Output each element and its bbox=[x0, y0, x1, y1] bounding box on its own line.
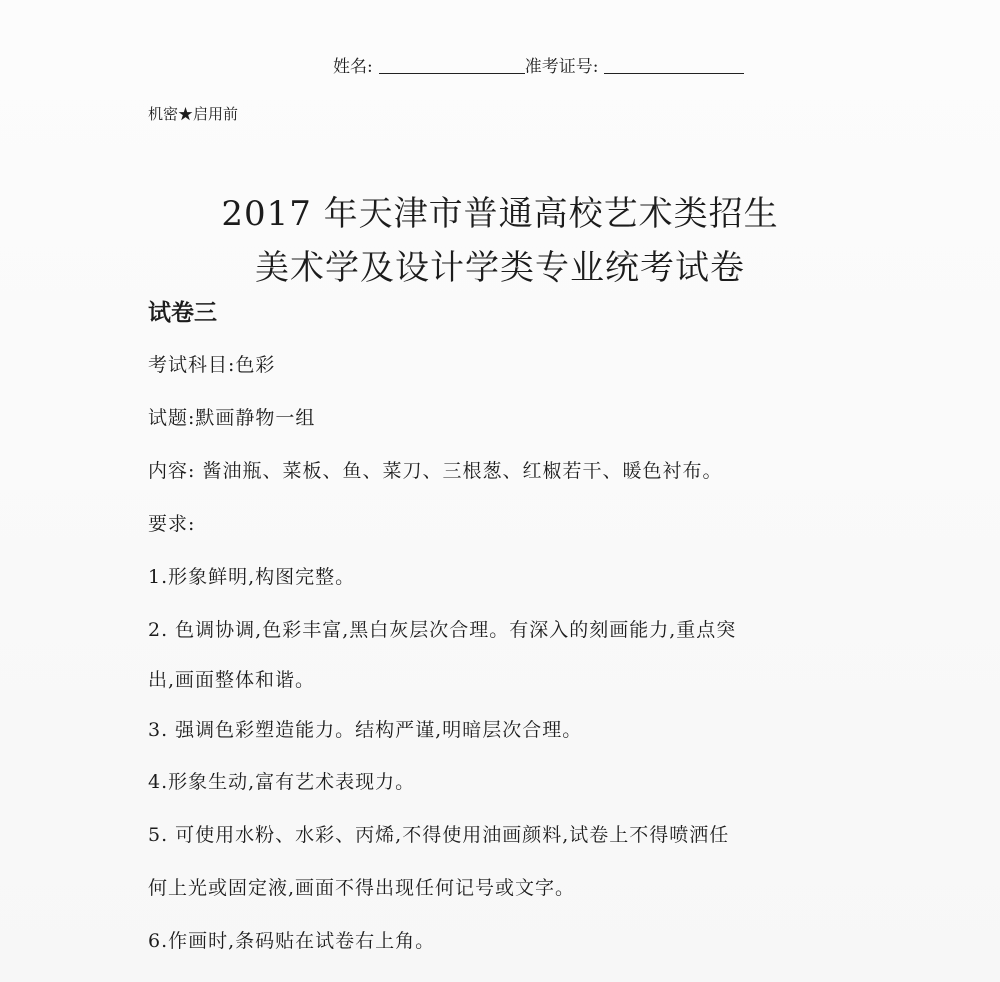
name-blank-line bbox=[379, 73, 525, 74]
requirement-2-line-2: 出,画面整体和谐。 bbox=[148, 669, 316, 691]
candidate-info-line bbox=[333, 52, 744, 77]
requirements-label: 要求: bbox=[148, 513, 196, 535]
exam-content: 内容: 酱油瓶、菜板、鱼、菜刀、三根葱、红椒若干、暖色衬布。 bbox=[148, 460, 723, 482]
confidential-mark: 机密★启用前 bbox=[148, 105, 239, 123]
requirement-6: 6.作画时,条码贴在试卷右上角。 bbox=[148, 930, 436, 952]
requirement-4: 4.形象生动,富有艺术表现力。 bbox=[148, 771, 416, 793]
exam-title-line-2: 美术学及设计学类专业统考试卷 bbox=[255, 248, 745, 288]
paper-number-heading: 试卷三 bbox=[148, 299, 217, 326]
requirement-3: 3. 强调色彩塑造能力。结构严谨,明暗层次合理。 bbox=[148, 719, 583, 741]
requirement-5-line-2: 何上光或固定液,画面不得出现任何记号或文字。 bbox=[148, 877, 576, 899]
exam-title-line-1: 2017 年天津市普通高校艺术类招生 bbox=[221, 194, 779, 234]
exam-subject: 考试科目:色彩 bbox=[148, 354, 276, 376]
ticket-number-blank-line bbox=[604, 73, 744, 74]
requirement-2-line-1: 2. 色调协调,色彩丰富,黑白灰层次合理。有深入的刻画能力,重点突 bbox=[148, 619, 737, 641]
name-label: 姓名: bbox=[333, 57, 373, 77]
ticket-number-label: 准考证号: bbox=[524, 57, 599, 77]
exam-topic: 试题:默画静物一组 bbox=[148, 407, 316, 429]
requirement-1: 1.形象鲜明,构图完整。 bbox=[148, 566, 356, 588]
requirement-5-line-1: 5. 可使用水粉、水彩、丙烯,不得使用油画颜料,试卷上不得喷洒任 bbox=[148, 824, 730, 846]
